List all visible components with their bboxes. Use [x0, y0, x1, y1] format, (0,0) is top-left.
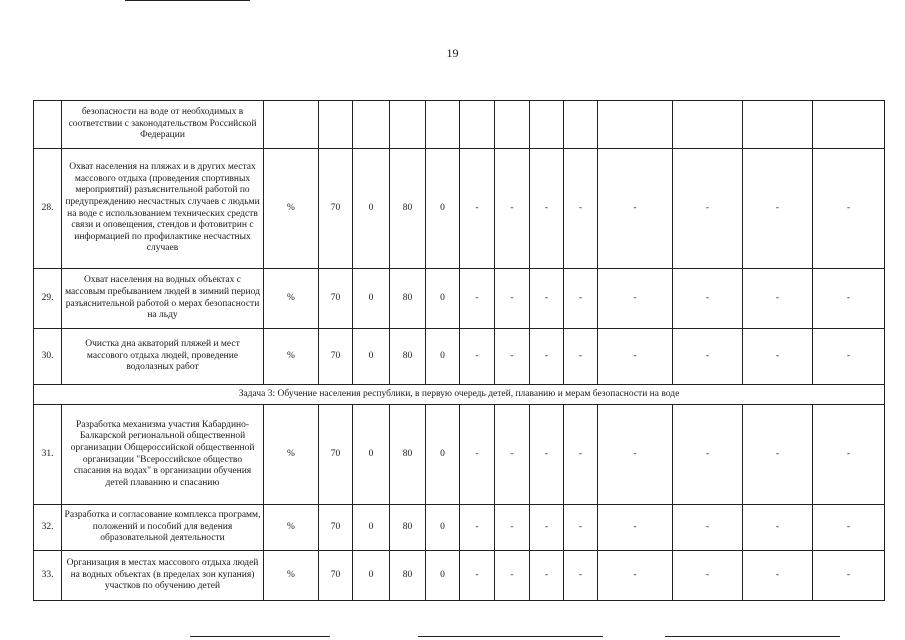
value-cell: 80: [390, 269, 426, 329]
value-cell: 70: [319, 329, 353, 385]
value-cell: -: [530, 551, 564, 601]
indicator-description: Разработка и согласование комплекса программ, положений и пособий для ведения образовательной деятельности: [62, 505, 264, 551]
value-cell: -: [813, 149, 885, 269]
value-cell: -: [564, 405, 598, 505]
value-cell: %: [264, 329, 319, 385]
value-cell: 70: [319, 505, 353, 551]
value-cell: -: [743, 551, 813, 601]
value-cell: [564, 101, 598, 149]
value-cell: -: [495, 329, 530, 385]
table-row: [34, 405, 885, 505]
indicator-description: безопасности на воде от необходимых в соответствии с законодательством Российской Федерации: [62, 101, 264, 149]
task-heading: Задача 3: Обучение населения республики, в первую очередь детей, плаванию и мерам безопасности на воде: [34, 385, 885, 405]
value-cell: -: [495, 405, 530, 505]
value-cell: %: [264, 269, 319, 329]
value-cell: -: [460, 505, 495, 551]
value-cell: -: [530, 329, 564, 385]
value-cell: -: [813, 269, 885, 329]
value-cell: [813, 101, 885, 149]
row-number: 28.: [34, 149, 62, 269]
value-cell: -: [743, 505, 813, 551]
value-cell: [353, 101, 390, 149]
value-cell: -: [743, 149, 813, 269]
value-cell: -: [673, 269, 743, 329]
indicator-description: Охват населения на водных объектах с массовым пребыванием людей в зимний период разъяснительной работой о мерах безопасности на льду: [62, 269, 264, 329]
value-cell: 0: [426, 551, 460, 601]
scan-line-top: [125, 0, 250, 1]
value-cell: -: [673, 551, 743, 601]
value-cell: -: [673, 149, 743, 269]
value-cell: -: [813, 551, 885, 601]
value-cell: [264, 101, 319, 149]
value-cell: -: [598, 269, 673, 329]
value-cell: 0: [426, 329, 460, 385]
value-cell: 0: [353, 405, 390, 505]
value-cell: 80: [390, 149, 426, 269]
value-cell: 0: [353, 551, 390, 601]
value-cell: 70: [319, 149, 353, 269]
value-cell: [495, 101, 530, 149]
value-cell: -: [598, 551, 673, 601]
row-number: [34, 101, 62, 149]
value-cell: -: [530, 269, 564, 329]
value-cell: -: [743, 405, 813, 505]
value-cell: -: [673, 405, 743, 505]
value-cell: 0: [426, 505, 460, 551]
value-cell: 0: [353, 269, 390, 329]
indicator-description: Очистка дна акваторий пляжей и мест массового отдыха людей, проведение водолазных работ: [62, 329, 264, 385]
value-cell: [743, 101, 813, 149]
value-cell: -: [564, 269, 598, 329]
value-cell: 80: [390, 329, 426, 385]
value-cell: %: [264, 149, 319, 269]
row-number: 31.: [34, 405, 62, 505]
value-cell: -: [813, 405, 885, 505]
value-cell: %: [264, 505, 319, 551]
value-cell: -: [598, 149, 673, 269]
value-cell: -: [495, 269, 530, 329]
value-cell: -: [743, 269, 813, 329]
value-cell: 80: [390, 551, 426, 601]
value-cell: 70: [319, 405, 353, 505]
value-cell: -: [530, 405, 564, 505]
value-cell: -: [598, 405, 673, 505]
table-row: [34, 149, 885, 269]
value-cell: [460, 101, 495, 149]
value-cell: -: [598, 505, 673, 551]
value-cell: [673, 101, 743, 149]
value-cell: [530, 101, 564, 149]
table-row: [34, 329, 885, 385]
value-cell: -: [460, 551, 495, 601]
table-row: [34, 505, 885, 551]
value-cell: -: [564, 505, 598, 551]
page-number: 19: [446, 46, 459, 60]
value-cell: -: [460, 405, 495, 505]
value-cell: -: [495, 505, 530, 551]
value-cell: [319, 101, 353, 149]
value-cell: 0: [353, 505, 390, 551]
row-number: 29.: [34, 269, 62, 329]
value-cell: -: [530, 149, 564, 269]
value-cell: -: [460, 149, 495, 269]
indicator-description: Охват населения на пляжах и в других местах массового отдыха (проведения спортивных мероприятий) разъяснительной работой по предупреждению несчастных случаев с людьми на воде с использованием технических средств связи и оповещения, стендов и фотовитрин с информацией по профилактике несчастных случаев: [62, 149, 264, 269]
indicators-table: [33, 100, 885, 601]
value-cell: -: [813, 505, 885, 551]
value-cell: -: [598, 329, 673, 385]
task-row: [34, 385, 885, 405]
value-cell: -: [673, 329, 743, 385]
value-cell: -: [813, 329, 885, 385]
value-cell: [390, 101, 426, 149]
value-cell: 0: [426, 405, 460, 505]
value-cell: -: [460, 329, 495, 385]
table-row: [34, 551, 885, 601]
value-cell: -: [564, 149, 598, 269]
value-cell: -: [495, 149, 530, 269]
value-cell: -: [564, 329, 598, 385]
indicator-description: Разработка механизма участия Кабардино-Балкарской региональной общественной организации Общероссийской общественной организации "Всероссийское общество спасания на водах" в организации обучения детей плаванию и спасанию: [62, 405, 264, 505]
value-cell: [598, 101, 673, 149]
value-cell: %: [264, 551, 319, 601]
scan-line-bottom-2: [418, 636, 603, 637]
value-cell: %: [264, 405, 319, 505]
value-cell: -: [495, 551, 530, 601]
value-cell: 70: [319, 551, 353, 601]
table-row: [34, 101, 885, 149]
value-cell: 70: [319, 269, 353, 329]
value-cell: 0: [353, 329, 390, 385]
scan-line-bottom-3: [665, 636, 840, 637]
value-cell: 0: [426, 269, 460, 329]
value-cell: -: [460, 269, 495, 329]
row-number: 30.: [34, 329, 62, 385]
value-cell: 0: [426, 149, 460, 269]
value-cell: 80: [390, 405, 426, 505]
value-cell: -: [673, 505, 743, 551]
indicator-description: Организация в местах массового отдыха людей на водных объектах (в пределах зон купания) участков по обучению детей: [62, 551, 264, 601]
row-number: 32.: [34, 505, 62, 551]
scan-line-bottom-1: [190, 636, 330, 637]
value-cell: -: [530, 505, 564, 551]
value-cell: -: [743, 329, 813, 385]
value-cell: 80: [390, 505, 426, 551]
value-cell: -: [564, 551, 598, 601]
value-cell: [426, 101, 460, 149]
row-number: 33.: [34, 551, 62, 601]
value-cell: 0: [353, 149, 390, 269]
table-row: [34, 269, 885, 329]
